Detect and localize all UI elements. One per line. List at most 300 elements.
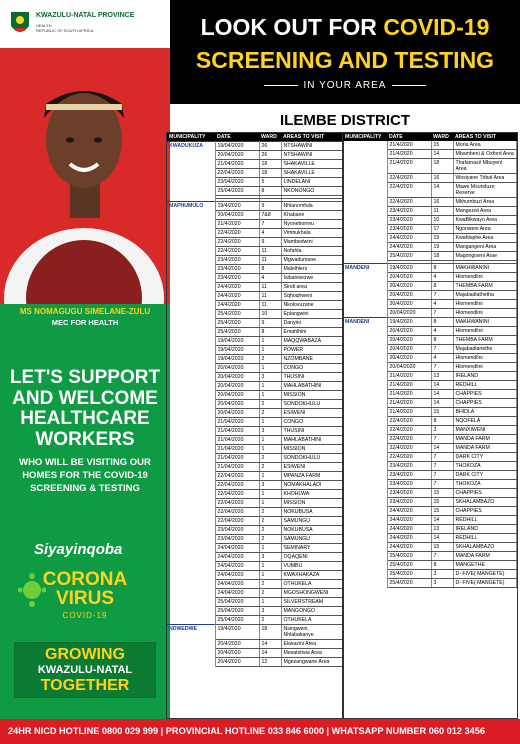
cell-area: POWER — [281, 345, 343, 354]
cell-ward: 3 — [431, 579, 453, 588]
cell-date: 22/04/2020 — [215, 471, 259, 480]
table-row — [167, 462, 343, 471]
cell-municipality — [343, 417, 387, 426]
banner-line2: SCREENING AND TESTING — [195, 47, 495, 73]
portrait-illustration — [0, 48, 170, 304]
cell-date: 24/4/2020 — [387, 243, 431, 252]
cell-date: 25/04/2020 — [215, 597, 259, 606]
cell-municipality — [167, 648, 215, 657]
cell-area: Sindi area — [281, 282, 343, 291]
cell-municipality — [167, 273, 215, 282]
cell-area: Nsingweni, Nhlabakanye — [281, 624, 343, 639]
cell-municipality — [343, 291, 387, 300]
cell-ward: 7 — [259, 219, 281, 228]
cell-ward: 8 — [431, 282, 453, 291]
cell-municipality — [167, 363, 215, 372]
cell-area: Vimbukhala — [281, 228, 343, 237]
table-row — [343, 150, 517, 159]
cell-municipality — [343, 516, 387, 525]
cell-date: 22/04/2020 — [215, 507, 259, 516]
cell-municipality — [343, 234, 387, 243]
table-row — [167, 606, 343, 615]
cell-area: OTHUKELA — [281, 579, 343, 588]
cell-date: 21/04/2020 — [215, 417, 259, 426]
table-row — [343, 174, 517, 183]
corona-line: CORONA — [42, 569, 128, 590]
col-header-municipality: MUNICIPALITY — [167, 133, 215, 141]
cell-municipality — [343, 309, 387, 318]
cell-area: MANGONGO — [281, 606, 343, 615]
title-banner — [170, 0, 520, 104]
cell-municipality — [167, 336, 215, 345]
cell-area: SONDOKHULU — [281, 453, 343, 462]
cell-ward: 1 — [259, 543, 281, 552]
cell-municipality — [343, 462, 387, 471]
cell-area: Wosiyane Tribal Area — [453, 174, 517, 183]
cell-municipality — [343, 552, 387, 561]
corona-line: VIRUS — [55, 588, 115, 609]
cell-municipality — [167, 300, 215, 309]
cell-date: 24/04/2020 — [215, 588, 259, 597]
cell-date: 21/4/2020 — [387, 141, 431, 150]
cell-ward: 2 — [259, 399, 281, 408]
schedule-rows-left — [167, 141, 343, 666]
cell-ward: 8 — [431, 417, 453, 426]
cell-area: MANGETHE — [453, 561, 517, 570]
cell-ward: 7 — [431, 291, 453, 300]
cell-ward: 1 — [259, 498, 281, 507]
cell-date: 19/4/2020 — [215, 201, 259, 210]
cell-ward: 11 — [259, 282, 281, 291]
col-header-ward: WARD — [431, 133, 453, 141]
cell-municipality — [167, 264, 215, 273]
table-row — [343, 318, 517, 327]
table-row — [167, 186, 343, 195]
table-row — [343, 243, 517, 252]
table-row — [167, 345, 343, 354]
cell-municipality — [343, 570, 387, 579]
cell-municipality — [343, 489, 387, 498]
cell-municipality: MAPHUMULO — [167, 201, 215, 210]
cell-date: 25/4/2020 — [215, 309, 259, 318]
cell-ward: 15 — [431, 408, 453, 417]
cell-municipality — [343, 408, 387, 417]
cell-ward: 2 — [259, 516, 281, 525]
cell-area: Hlomendlini — [453, 309, 517, 318]
cell-date: 20/4/2020 — [387, 282, 431, 291]
hotline-footer — [0, 719, 520, 744]
cell-ward: 4 — [259, 228, 281, 237]
cell-date: 25/4/2020 — [387, 252, 431, 261]
cell-date: 25/04/2020 — [215, 186, 259, 195]
cell-ward: 2 — [259, 525, 281, 534]
cell-area: NOKUBUSA — [281, 507, 343, 516]
cell-date: 20/04/2020 — [215, 210, 259, 219]
cell-municipality — [167, 282, 215, 291]
growing-kzn-badge — [14, 642, 156, 698]
cell-date: 23/4/2020 — [387, 225, 431, 234]
cell-area: Mawe Msunduze Reserve — [453, 183, 517, 198]
table-row — [167, 471, 343, 480]
cell-date: 20/04/2020 — [215, 399, 259, 408]
table-row — [343, 363, 517, 372]
cell-ward: 17 — [431, 225, 453, 234]
cell-area: MPANZA FARM — [281, 471, 343, 480]
table-row — [167, 417, 343, 426]
cell-date: 25/4/2020 — [387, 570, 431, 579]
table-row — [343, 234, 517, 243]
cell-ward: 18 — [259, 624, 281, 639]
table-row — [167, 435, 343, 444]
cell-area: Isibanisezwe — [281, 273, 343, 282]
cell-ward: 3 — [431, 426, 453, 435]
cell-date: 21/4/2020 — [387, 150, 431, 159]
cell-ward: 2 — [259, 615, 281, 624]
org-name: KWAZULU-NATAL PROVINCE — [36, 12, 135, 19]
cell-area: D- FIVE( MANGETE) — [453, 579, 517, 588]
growing-line2: KWAZULU-NATAL — [37, 664, 133, 676]
cell-municipality — [343, 480, 387, 489]
mec-portrait — [0, 48, 170, 304]
cell-date: 24/4/2020 — [387, 507, 431, 516]
table-row — [167, 372, 343, 381]
cell-municipality — [167, 372, 215, 381]
cell-date: 23/04/2020 — [215, 534, 259, 543]
table-row — [343, 183, 517, 198]
growing-line3: TOGETHER — [40, 677, 130, 694]
cell-ward: 7 — [431, 462, 453, 471]
cell-ward: 7 — [431, 552, 453, 561]
growing-line1: GROWING — [45, 646, 125, 663]
cell-date: 22/4/2020 — [387, 435, 431, 444]
cell-municipality — [343, 561, 387, 570]
cell-municipality — [167, 579, 215, 588]
cell-area: Mambedwini — [281, 237, 343, 246]
cell-date: 23/4/2020 — [387, 480, 431, 489]
cell-area: CHAPPIES — [453, 507, 517, 516]
cell-date: 20/04/2020 — [387, 363, 431, 372]
cell-area: Sqhoqhweni — [281, 291, 343, 300]
mec-title: MEC FOR HEALTH — [51, 318, 119, 327]
table-row — [343, 264, 517, 273]
cell-date: 19/04/2020 — [215, 345, 259, 354]
cell-municipality — [343, 336, 387, 345]
cell-municipality: NDWEDWE — [167, 624, 215, 639]
cell-date: 20/4/2020 — [387, 273, 431, 282]
table-row — [167, 408, 343, 417]
cell-date: 22/4/2020 — [387, 198, 431, 207]
table-row — [343, 534, 517, 543]
table-row — [167, 657, 343, 666]
table-row — [343, 543, 517, 552]
cell-date: 22/4/2020 — [215, 228, 259, 237]
cell-municipality — [167, 210, 215, 219]
cell-area: Mgezangwane Area — [281, 657, 343, 666]
cell-ward: 14 — [431, 444, 453, 453]
cell-ward: 16 — [431, 174, 453, 183]
cell-ward: 8 — [259, 186, 281, 195]
cell-ward: 3 — [259, 426, 281, 435]
cell-ward: 7 — [431, 435, 453, 444]
cell-date: 24/4/2020 — [215, 291, 259, 300]
table-row — [167, 159, 343, 168]
cell-area: THUSINI — [281, 372, 343, 381]
cell-area: CHAPPIES — [453, 399, 517, 408]
cell-date: 20/4/2020 — [387, 354, 431, 363]
cell-ward: 7 — [431, 471, 453, 480]
cell-municipality — [343, 174, 387, 183]
cell-area: THUSINI — [281, 426, 343, 435]
schedule-table-left — [166, 132, 344, 719]
cell-area: IRELAND — [453, 525, 517, 534]
cell-date: 19/4/2020 — [387, 318, 431, 327]
cell-date: 22/04/2020 — [215, 168, 259, 177]
cell-area: NKONONGO — [281, 186, 343, 195]
cell-area: DARK CITY — [453, 453, 517, 462]
table-row — [343, 336, 517, 345]
cell-ward: 15 — [431, 543, 453, 552]
cell-date: 25/4/2020 — [215, 327, 259, 336]
cell-date: 23/4/2020 — [387, 207, 431, 216]
table-row — [343, 141, 517, 150]
table-row — [167, 246, 343, 255]
cell-area: NQOFELA — [453, 417, 517, 426]
cell-municipality — [343, 372, 387, 381]
cell-date: 25/4/2020 — [387, 561, 431, 570]
cell-ward: 13 — [431, 372, 453, 381]
cell-ward: 10 — [431, 216, 453, 225]
cell-ward: 14 — [431, 183, 453, 198]
cell-municipality — [167, 354, 215, 363]
cell-area: NZOMBANE — [281, 354, 343, 363]
cell-municipality — [167, 570, 215, 579]
cell-date: 20/04/2020 — [215, 408, 259, 417]
cell-date: 24/04/2020 — [215, 570, 259, 579]
cell-municipality — [343, 381, 387, 390]
cell-date: 20/4/2020 — [215, 648, 259, 657]
table-row — [167, 309, 343, 318]
cell-area: Hlomendlini — [453, 273, 517, 282]
cell-ward: 16 — [431, 198, 453, 207]
cell-area: Mgwadumane — [281, 255, 343, 264]
cell-date: 21/04/2020 — [215, 426, 259, 435]
table-row — [167, 237, 343, 246]
cell-ward: 1 — [259, 417, 281, 426]
cell-ward: 18 — [259, 159, 281, 168]
table-row — [343, 498, 517, 507]
cell-date: 25/4/2020 — [387, 579, 431, 588]
table-row — [167, 648, 343, 657]
cell-date: 21/4/2020 — [387, 381, 431, 390]
table-row — [343, 570, 517, 579]
cell-municipality — [343, 327, 387, 336]
table-row — [343, 399, 517, 408]
cell-ward: 7 — [431, 345, 453, 354]
cell-date: 24/4/2020 — [215, 300, 259, 309]
cell-municipality — [343, 579, 387, 588]
cell-date: 23/4/2020 — [387, 471, 431, 480]
cell-date: 23/04/2020 — [215, 525, 259, 534]
cell-ward: 1 — [259, 345, 281, 354]
banner-line1-yellow: COVID-19 — [383, 14, 490, 40]
cell-ward: 4 — [431, 273, 453, 282]
cell-area: REDHILL — [453, 381, 517, 390]
cell-area: CONGO — [281, 363, 343, 372]
cell-area: MANXIWENI — [453, 426, 517, 435]
cell-ward: 7 — [431, 480, 453, 489]
cell-area: Kwahlophe Area — [453, 234, 517, 243]
cell-municipality — [167, 462, 215, 471]
table-row — [343, 309, 517, 318]
cell-date: 22/04/2020 — [215, 516, 259, 525]
cell-area: Malelhleni — [281, 264, 343, 273]
cell-municipality — [167, 327, 215, 336]
cell-ward: 8 — [431, 561, 453, 570]
cell-area: Ngonweni Area — [453, 225, 517, 234]
cell-ward: 14 — [431, 150, 453, 159]
cell-date: 23/4/2020 — [215, 264, 259, 273]
cell-ward: 2 — [259, 588, 281, 597]
cell-ward: 4 — [431, 354, 453, 363]
cell-municipality — [167, 408, 215, 417]
table-row — [167, 570, 343, 579]
cell-date: 20/4/2020 — [387, 345, 431, 354]
logo-header — [0, 0, 170, 48]
cell-ward: 18 — [431, 159, 453, 174]
cell-ward: 11 — [259, 300, 281, 309]
cell-date: 22/04/2020 — [215, 498, 259, 507]
table-row — [167, 498, 343, 507]
cell-area: Hlomendlini — [453, 300, 517, 309]
table-row — [343, 525, 517, 534]
cell-date: 25/4/2020 — [387, 552, 431, 561]
cell-municipality — [343, 525, 387, 534]
table-row — [343, 462, 517, 471]
cell-ward: 14 — [259, 648, 281, 657]
cell-date: 19/4/2020 — [387, 264, 431, 273]
table-row — [343, 471, 517, 480]
table-row — [167, 282, 343, 291]
cell-date: 24/04/2020 — [215, 579, 259, 588]
table-row — [167, 255, 343, 264]
cell-date: 20/4/2020 — [215, 639, 259, 648]
table-row — [343, 381, 517, 390]
cell-municipality — [343, 399, 387, 408]
cell-area: Majabadlanethe — [453, 345, 517, 354]
cell-municipality — [343, 345, 387, 354]
cell-date: 22/04/2020 — [215, 480, 259, 489]
cell-area: Hlomendlini — [453, 354, 517, 363]
cell-date: 22/4/2020 — [387, 174, 431, 183]
cell-area: MISSION — [281, 444, 343, 453]
cell-area: THEMBA FARM — [453, 282, 517, 291]
corona-virus-title — [0, 570, 170, 608]
cell-area: Hlomendlini — [453, 363, 517, 372]
cell-area: Mesatshwa Area — [281, 648, 343, 657]
cell-municipality — [167, 291, 215, 300]
cell-date: 25/04/2020 — [215, 606, 259, 615]
cell-area: MANDA FARM — [453, 435, 517, 444]
table-row — [343, 282, 517, 291]
org-dept: HEALTH — [36, 23, 52, 28]
table-row — [167, 615, 343, 624]
table-row — [167, 534, 343, 543]
cell-ward: 2 — [259, 534, 281, 543]
table-row — [167, 210, 343, 219]
table-row — [343, 198, 517, 207]
district-title: ILEMBE DISTRICT — [280, 112, 410, 129]
cell-municipality — [167, 471, 215, 480]
cell-area: SAMUNGU — [281, 516, 343, 525]
cell-municipality — [167, 381, 215, 390]
table-row — [167, 168, 343, 177]
table-row — [343, 453, 517, 462]
cell-area: KWAXHAKAZA — [281, 570, 343, 579]
table-row — [167, 453, 343, 462]
cell-municipality — [343, 243, 387, 252]
cell-municipality — [167, 309, 215, 318]
cell-area: Mangezwi Area — [453, 207, 517, 216]
cell-date: 21/04/2020 — [215, 462, 259, 471]
cell-area: Epiangwini — [281, 309, 343, 318]
support-line: AND WELCOME — [12, 387, 158, 409]
cell-municipality — [343, 426, 387, 435]
table-row — [343, 273, 517, 282]
table-row — [343, 489, 517, 498]
cell-municipality — [167, 186, 215, 195]
cell-municipality — [167, 525, 215, 534]
cell-ward: 26 — [259, 150, 281, 159]
cell-ward: 9 — [259, 318, 281, 327]
cell-area: MANDA FARM — [453, 552, 517, 561]
table-row — [343, 216, 517, 225]
table-row — [167, 588, 343, 597]
cell-area: SAMUNGU — [281, 534, 343, 543]
cell-ward: 1 — [259, 336, 281, 345]
cell-date: 24/04/2020 — [215, 561, 259, 570]
cell-date: 24/4/2020 — [215, 282, 259, 291]
cell-date: 20/04/2020 — [215, 150, 259, 159]
cell-ward: 14 — [431, 390, 453, 399]
table-row — [167, 507, 343, 516]
table-row — [343, 435, 517, 444]
cell-municipality — [167, 615, 215, 624]
cell-area: MAKHWANINI — [453, 318, 517, 327]
table-row — [343, 327, 517, 336]
cell-municipality — [343, 543, 387, 552]
cell-ward: 1 — [259, 444, 281, 453]
cell-area: Majabadlathetha — [453, 291, 517, 300]
cell-date: 24/4/2020 — [387, 234, 431, 243]
cell-municipality — [167, 150, 215, 159]
table-row — [343, 390, 517, 399]
table-row — [167, 327, 343, 336]
cell-municipality — [343, 183, 387, 198]
cell-ward: 1 — [259, 363, 281, 372]
hotline-text: 24HR NICD HOTLINE 0800 029 999 | PROVINCIAL HOTLINE 033 846 6000 | WHATSAPP NUMBER 060 012 3456 — [8, 726, 485, 736]
cell-municipality — [343, 141, 387, 150]
cell-ward: 1 — [259, 489, 281, 498]
cell-date: 24/04/2020 — [215, 543, 259, 552]
table-row — [343, 417, 517, 426]
table-row — [167, 201, 343, 210]
cell-ward: 3 — [259, 552, 281, 561]
cell-date: 21/4/2020 — [215, 219, 259, 228]
cell-date: 19/04/2020 — [215, 354, 259, 363]
col-header-areas: AREAS TO VISIT — [281, 133, 343, 141]
cell-ward: 14 — [431, 534, 453, 543]
schedule-table-right — [342, 132, 518, 719]
